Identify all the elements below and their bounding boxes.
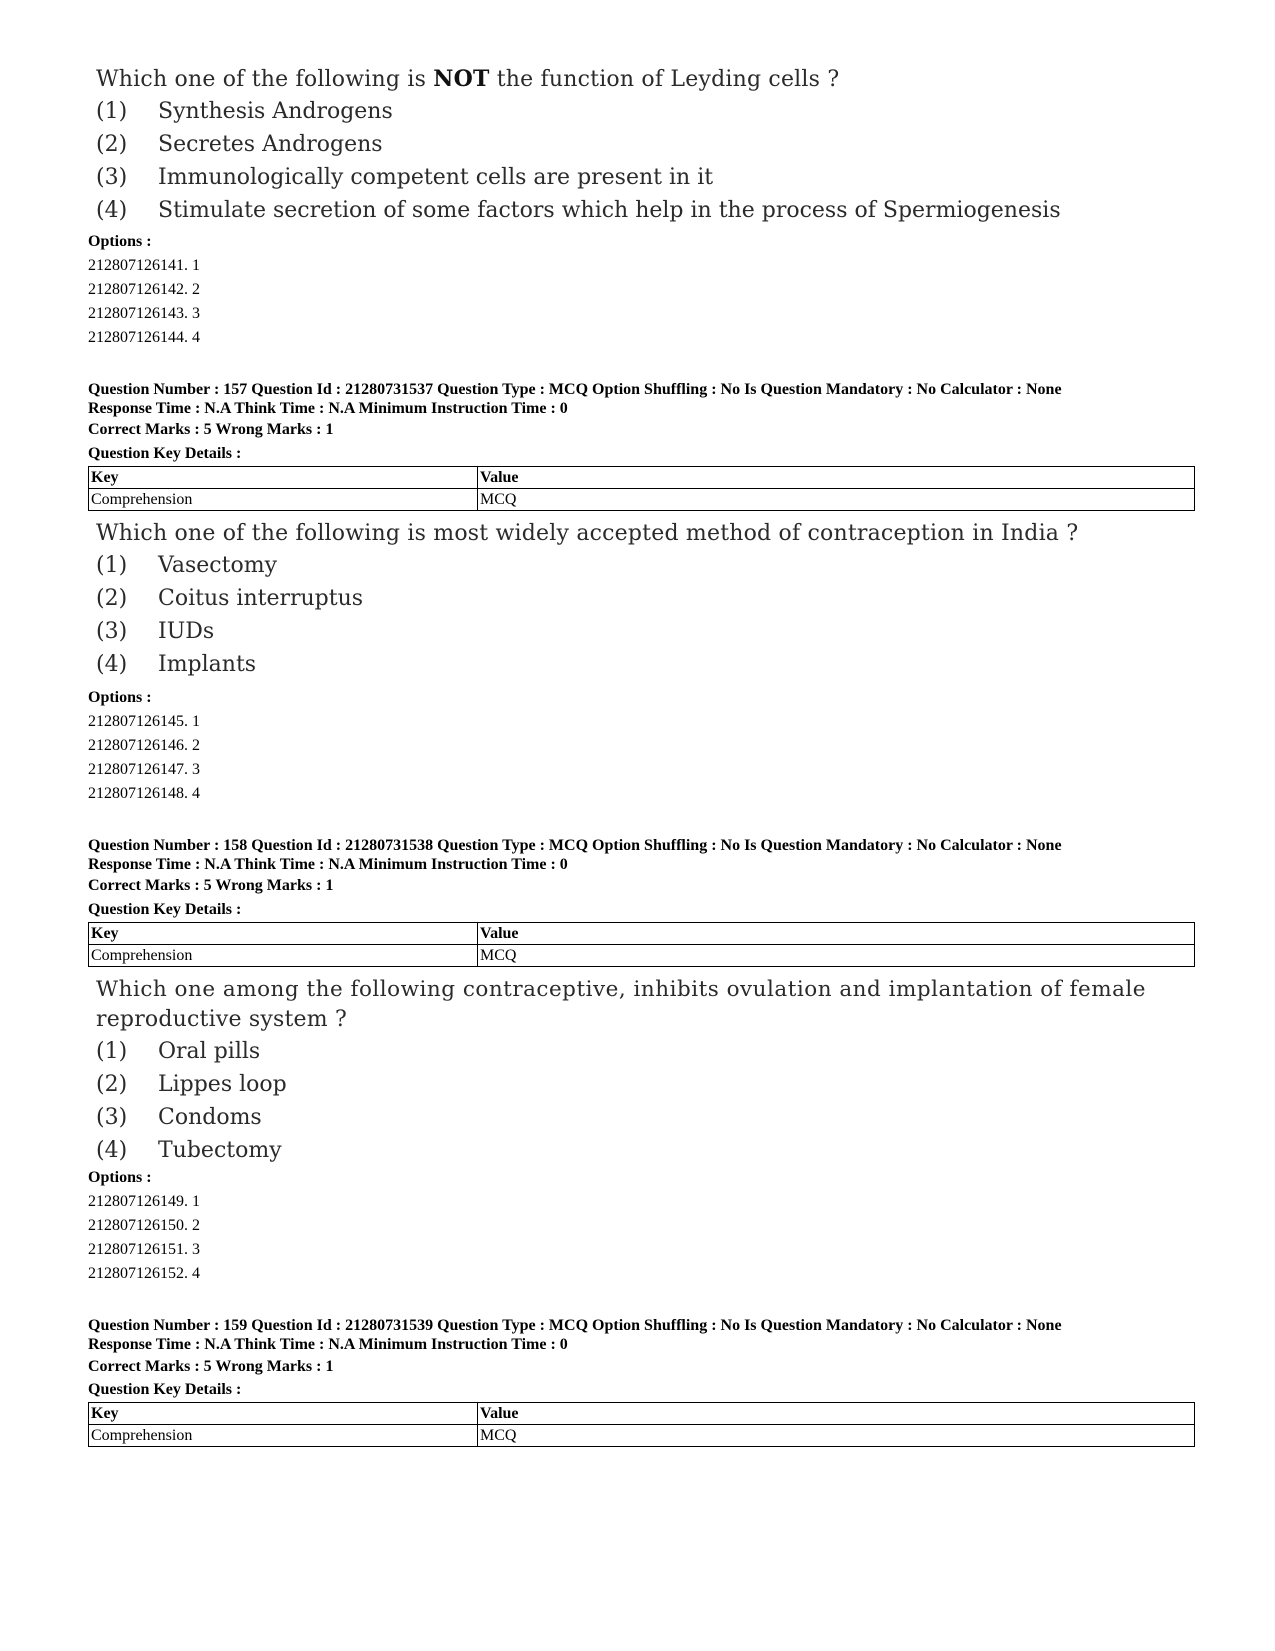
option-id: 212807126149. 1 bbox=[88, 1193, 200, 1210]
choice bbox=[96, 1068, 1221, 1101]
stem-emphasis: NOT bbox=[433, 66, 490, 92]
option-id: 212807126145. 1 bbox=[88, 713, 200, 730]
choice-text: Synthesis Androgens bbox=[158, 99, 393, 124]
table-header-row bbox=[89, 467, 1195, 489]
choice-number: (4) bbox=[96, 1138, 128, 1163]
table-header-row bbox=[89, 1403, 1195, 1425]
table-cell: MCQ bbox=[478, 945, 1195, 967]
choice bbox=[96, 161, 1206, 194]
choice-number: (2) bbox=[96, 132, 128, 157]
meta-line: Response Time : N.A Think Time : N.A Minimum Instruction Time : 0 bbox=[88, 1336, 568, 1353]
option-id: 212807126150. 2 bbox=[88, 1217, 200, 1234]
choice bbox=[96, 128, 1206, 161]
choice bbox=[96, 615, 1206, 648]
question-stem bbox=[96, 64, 1206, 95]
choice-text: Vasectomy bbox=[158, 553, 277, 578]
question-stem: Which one among the following contraceptive, inhibits ovulation and implantation of female bbox=[96, 977, 1147, 1002]
choice-text: Stimulate secretion of some factors which help in the process of Spermiogenesis bbox=[158, 198, 1061, 223]
key-value-table bbox=[88, 922, 1195, 967]
option-id: 212807126142. 2 bbox=[88, 281, 200, 298]
choice-text: Immunologically competent cells are present in it bbox=[158, 165, 714, 190]
marks-line: Correct Marks : 5 Wrong Marks : 1 bbox=[88, 1358, 334, 1375]
choice-number: (4) bbox=[96, 198, 128, 223]
choice-text: IUDs bbox=[158, 619, 215, 644]
choice bbox=[96, 648, 1206, 681]
choice-number: (1) bbox=[96, 99, 128, 124]
key-details-label: Question Key Details : bbox=[88, 1381, 242, 1398]
choice-number: (3) bbox=[96, 165, 128, 190]
options-label: Options : bbox=[88, 233, 152, 250]
choice-text: Lippes loop bbox=[158, 1072, 287, 1097]
table-cell: Key bbox=[89, 923, 478, 945]
choice bbox=[96, 549, 1206, 582]
choice bbox=[96, 1134, 1221, 1167]
table-row bbox=[89, 489, 1195, 511]
question-158-image bbox=[96, 975, 1221, 1167]
meta-line: Response Time : N.A Think Time : N.A Minimum Instruction Time : 0 bbox=[88, 400, 568, 417]
table-cell: Key bbox=[89, 1403, 478, 1425]
meta-line: Question Number : 159 Question Id : 21280731539 Question Type : MCQ Option Shuffling : No Is Question Mandatory : No Calculator : None bbox=[88, 1317, 1062, 1334]
options-label: Options : bbox=[88, 1169, 152, 1186]
choice-text: Secretes Androgens bbox=[158, 132, 383, 157]
table-cell: Value bbox=[478, 923, 1195, 945]
marks-line: Correct Marks : 5 Wrong Marks : 1 bbox=[88, 421, 334, 438]
option-id: 212807126143. 3 bbox=[88, 305, 200, 322]
table-cell: MCQ bbox=[478, 489, 1195, 511]
options-list bbox=[88, 1166, 200, 1286]
choice bbox=[96, 1101, 1221, 1134]
key-details-label: Question Key Details : bbox=[88, 445, 242, 462]
question-156-image bbox=[96, 64, 1206, 227]
choice-text: Implants bbox=[158, 652, 257, 677]
question-stem: Which one of the following is most widely accepted method of contraception in India ? bbox=[96, 521, 1079, 546]
meta-line: Response Time : N.A Think Time : N.A Minimum Instruction Time : 0 bbox=[88, 856, 568, 873]
choice-text: Tubectomy bbox=[158, 1138, 282, 1163]
option-id: 212807126151. 3 bbox=[88, 1241, 200, 1258]
key-value-table bbox=[88, 466, 1195, 511]
option-id: 212807126147. 3 bbox=[88, 761, 200, 778]
table-cell: Comprehension bbox=[89, 945, 478, 967]
key-details-label: Question Key Details : bbox=[88, 901, 242, 918]
choice-number: (1) bbox=[96, 1039, 128, 1064]
table-row bbox=[89, 1425, 1195, 1447]
table-cell: Comprehension bbox=[89, 1425, 478, 1447]
table-cell: Comprehension bbox=[89, 489, 478, 511]
meta-line: Question Number : 158 Question Id : 21280731538 Question Type : MCQ Option Shuffling : No Is Question Mandatory : No Calculator : None bbox=[88, 837, 1062, 854]
option-id: 212807126152. 4 bbox=[88, 1265, 200, 1282]
choice bbox=[96, 95, 1206, 128]
meta-line: Question Number : 157 Question Id : 21280731537 Question Type : MCQ Option Shuffling : No Is Question Mandatory : No Calculator : None bbox=[88, 381, 1062, 398]
table-cell: MCQ bbox=[478, 1425, 1195, 1447]
option-id: 212807126141. 1 bbox=[88, 257, 200, 274]
table-cell: Value bbox=[478, 467, 1195, 489]
stem-text: Which one of the following is bbox=[96, 67, 434, 92]
choice-number: (3) bbox=[96, 1105, 128, 1130]
choice-text: Coitus interruptus bbox=[158, 586, 364, 611]
choice-number: (3) bbox=[96, 619, 128, 644]
option-id: 212807126146. 2 bbox=[88, 737, 200, 754]
question-158-meta bbox=[88, 836, 1062, 874]
choice-number: (2) bbox=[96, 586, 128, 611]
options-label: Options : bbox=[88, 689, 152, 706]
options-list bbox=[88, 230, 200, 350]
marks-line: Correct Marks : 5 Wrong Marks : 1 bbox=[88, 877, 334, 894]
choice bbox=[96, 194, 1206, 227]
choice-number: (2) bbox=[96, 1072, 128, 1097]
choice-number: (1) bbox=[96, 553, 128, 578]
choice-text: Oral pills bbox=[158, 1039, 261, 1064]
question-stem: reproductive system ? bbox=[96, 1007, 347, 1032]
question-159-meta bbox=[88, 1316, 1062, 1354]
table-cell: Value bbox=[478, 1403, 1195, 1425]
table-row bbox=[89, 945, 1195, 967]
choice bbox=[96, 582, 1206, 615]
option-id: 212807126144. 4 bbox=[88, 329, 200, 346]
key-value-table bbox=[88, 1402, 1195, 1447]
question-157-image bbox=[96, 519, 1206, 681]
option-id: 212807126148. 4 bbox=[88, 785, 200, 802]
question-157-meta bbox=[88, 380, 1062, 418]
options-list bbox=[88, 686, 200, 806]
table-header-row bbox=[89, 923, 1195, 945]
choice-number: (4) bbox=[96, 652, 128, 677]
table-cell: Key bbox=[89, 467, 478, 489]
stem-text: the function of Leyding cells ? bbox=[489, 67, 840, 92]
choice bbox=[96, 1035, 1221, 1068]
choice-text: Condoms bbox=[158, 1105, 262, 1130]
